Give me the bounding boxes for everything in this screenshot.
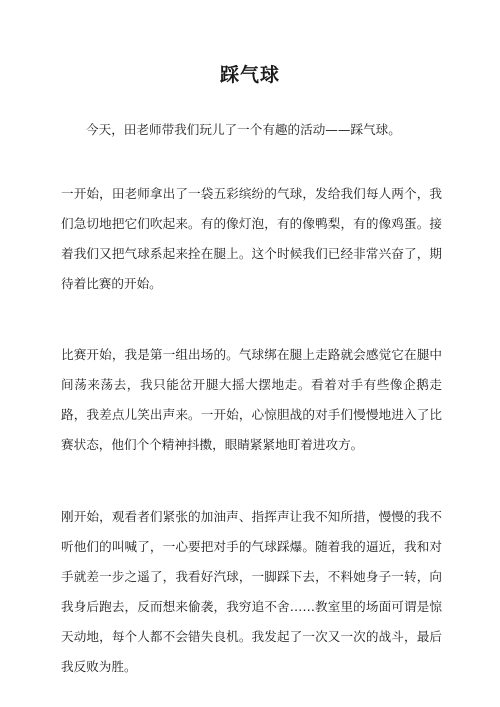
document-title: 踩气球: [219, 64, 280, 86]
paragraph-intro: 今天，田老师带我们玩儿了一个有趣的活动——踩气球。: [86, 122, 401, 137]
paragraph-preparation: 一开始，田老师拿出了一袋五彩缤纷的气球，发给我们每人两个，我们急切地把它们吹起来。有的像灯泡，有的像鸭梨，有的像鸡蛋。接着我们又把气球系起来拴在腿上。这个时候我们已经非常兴奋了，期待着比赛的开始。: [61, 186, 442, 291]
paragraph-battle: 刚开始，观看者们紧张的加油声、指挥声让我不知所措，慢慢的我不听他们的叫喊了，一心要把对手的气球踩爆。随着我的逼近，我和对手就差一步之遥了，我看好汽球，一脚踩下去，不料她身子一转，向我身后跑去，反而想来偷袭，我穷追不舍……教室里的场面可谓是惊天动地，每个人都不会错失良机。我发起了一次又一次的战斗，最后我反败为胜。: [61, 509, 442, 674]
paragraph-match-start: 比赛开始，我是第一组出场的。气球绑在腿上走路就会感觉它在腿中间荡来荡去，我只能岔开腿大摇大摆地走。看着对手有些像企鹅走路，我差点儿笑出声来。一开始，心惊胆战的对手们慢慢地进入了比赛状态，他们个个精神抖擞，眼睛紧紧地盯着进攻方。: [61, 347, 442, 452]
